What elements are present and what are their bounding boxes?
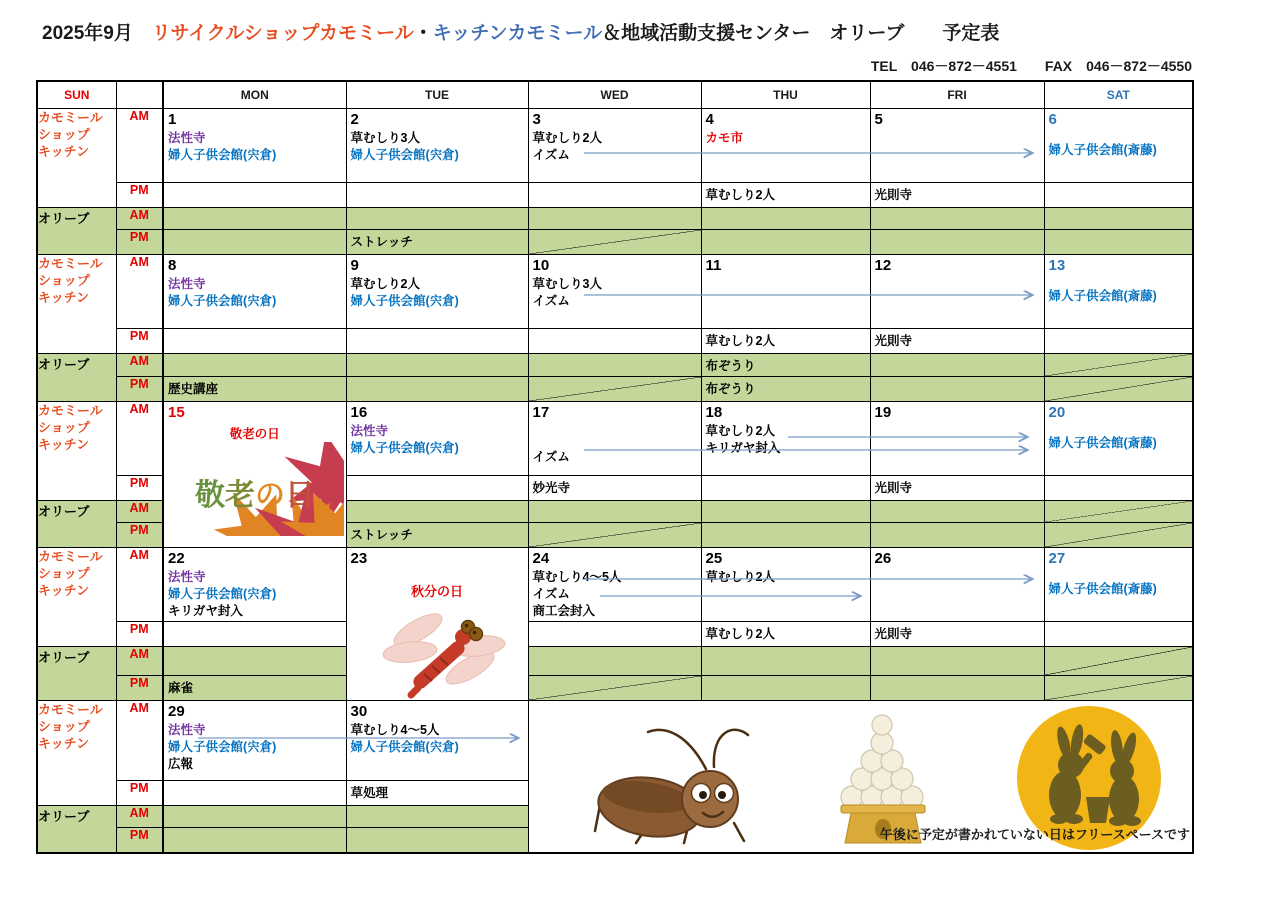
week2-olive-pm-row	[37, 377, 1193, 402]
week2-olive-am-row	[37, 354, 1193, 377]
day-cell-sep26: 26	[870, 548, 1044, 622]
event: 商工会封入	[532, 604, 596, 618]
row-label-chamomile: カモミール ショップ キッチン	[37, 109, 116, 208]
day-cell-sep25: 25 草むしり2人	[701, 548, 870, 622]
am-label: AM	[116, 354, 163, 377]
header-tue: TUE	[346, 81, 528, 109]
day-cell	[346, 183, 528, 208]
event: 婦人子供会館(宍倉)	[168, 294, 277, 308]
olive-cell	[346, 354, 528, 377]
event: 法性寺	[168, 570, 206, 584]
day-cell-sep13: 13 婦人子供会館(斎藤)	[1044, 255, 1193, 329]
day-cell-sep18: 18 草むしり2人 キリガヤ封入	[701, 402, 870, 476]
pm-label: PM	[116, 676, 163, 701]
holiday-label: 秋分の日	[410, 584, 463, 599]
day-cell-sep9: 9 草むしり2人 婦人子供会館(宍倉)	[346, 255, 528, 329]
day-cell	[1044, 476, 1193, 501]
event: 婦人子供会館(宍倉)	[168, 148, 277, 162]
crossed-out-marker	[529, 523, 701, 547]
day-cell-sep1: 1 法性寺 婦人子供会館(宍倉)	[163, 109, 346, 183]
event: 草むしり3人	[350, 131, 420, 145]
crossed-out-marker	[1045, 523, 1193, 547]
week4-chamomile-am-row	[37, 548, 1193, 622]
week4-olive-am-row	[37, 647, 1193, 676]
day-cell	[528, 329, 701, 354]
event: 婦人子供会館(宍倉)	[350, 294, 459, 308]
event: 草むしり4～5人	[350, 723, 440, 737]
day-cell-sep6: 6 婦人子供会館(斎藤)	[1044, 109, 1193, 183]
olive-cell	[163, 230, 346, 255]
crossed-out-marker	[1045, 377, 1193, 401]
day-cell	[701, 329, 870, 354]
olive-cell	[163, 647, 346, 676]
event: 草むしり2人	[532, 131, 602, 145]
am-label: AM	[116, 647, 163, 676]
day-cell	[163, 329, 346, 354]
event: 婦人子供会館(宍倉)	[350, 740, 459, 754]
day-cell-sep5: 5	[870, 109, 1044, 183]
olive-cell-closed	[1044, 523, 1193, 548]
day-cell-sep22: 22 法性寺 婦人子供会館(宍倉) キリガヤ封入	[163, 548, 346, 622]
event: イズム	[532, 587, 570, 601]
crossed-out-marker	[529, 676, 701, 700]
row-label-chamomile: カモミール ショップ キッチン	[37, 402, 116, 501]
am-label: AM	[116, 208, 163, 230]
day-cell	[528, 622, 701, 647]
event: 婦人子供会館(宍倉)	[350, 441, 459, 455]
week2-chamomile-am-row	[37, 255, 1193, 329]
am-label: AM	[116, 402, 163, 476]
event: 草むしり2人	[705, 570, 775, 584]
olive-cell	[1044, 208, 1193, 230]
olive-cell	[701, 377, 870, 402]
day-cell	[701, 622, 870, 647]
page-title	[42, 18, 999, 45]
olive-cell	[870, 523, 1044, 548]
event: ストレッチ	[350, 528, 413, 542]
cricket-icon	[584, 717, 774, 847]
footer-note: 午後に予定が書かれていない日はフリースペースです	[879, 827, 1190, 842]
week1-olive-pm-row	[37, 230, 1193, 255]
am-label: AM	[116, 806, 163, 828]
olive-cell	[701, 676, 870, 701]
day-cell	[870, 622, 1044, 647]
row-label-chamomile: カモミール ショップ キッチン	[37, 701, 116, 806]
header-wed: WED	[528, 81, 701, 109]
day-cell-sep10: 10 草むしり3人 イズム	[528, 255, 701, 329]
pm-label: PM	[116, 183, 163, 208]
event: 婦人子供会館(斎藤)	[1048, 582, 1157, 596]
olive-cell	[701, 647, 870, 676]
day-cell	[870, 329, 1044, 354]
olive-cell	[701, 230, 870, 255]
olive-cell	[870, 208, 1044, 230]
event: 草むしり2人	[705, 334, 775, 348]
day-cell-sep11: 11	[701, 255, 870, 329]
olive-cell	[163, 806, 346, 828]
row-label-olive: オリーブ	[37, 806, 116, 854]
event: 光則寺	[874, 481, 913, 495]
event: キリガヤ封入	[168, 604, 243, 618]
day-cell	[528, 476, 701, 501]
olive-cell	[870, 377, 1044, 402]
event: 麻雀	[168, 681, 194, 695]
holiday-cell-sep23: 23 秋分の日	[346, 548, 528, 701]
olive-cell	[346, 230, 528, 255]
day-cell-sep27: 27 婦人子供会館(斎藤)	[1044, 548, 1193, 622]
day-cell	[1044, 622, 1193, 647]
row-label-olive: オリーブ	[37, 647, 116, 701]
event: 草処理	[350, 786, 389, 800]
event: 広報	[168, 757, 194, 771]
day-cell-sep30: 30 草むしり4～5人 婦人子供会館(宍倉)	[346, 701, 528, 781]
week1-chamomile-am-row	[37, 109, 1193, 183]
olive-cell-closed	[1044, 377, 1193, 402]
day-cell-sep19: 19	[870, 402, 1044, 476]
crossed-out-marker	[529, 377, 701, 401]
row-label-olive: オリーブ	[37, 354, 116, 402]
event: 婦人子供会館(宍倉)	[168, 587, 277, 601]
olive-cell-closed	[1044, 647, 1193, 676]
title-kitchen-name: キッチンカモミール	[432, 23, 603, 44]
day-cell-sep29: 29 法性寺 婦人子供会館(宍倉) 広報	[163, 701, 346, 781]
header-blank	[116, 81, 163, 109]
olive-cell	[163, 676, 346, 701]
olive-cell	[701, 523, 870, 548]
event: カモ市	[705, 131, 744, 145]
pm-label: PM	[116, 622, 163, 647]
event: イズム	[532, 148, 570, 162]
day-cell	[346, 329, 528, 354]
day-cell	[1044, 329, 1193, 354]
title-rest: ＆地域活動支援センター オリーブ 予定表	[602, 23, 1000, 44]
pm-label: PM	[116, 476, 163, 501]
event: 布ぞうり	[705, 359, 756, 373]
am-label: AM	[116, 548, 163, 622]
olive-cell-closed	[1044, 354, 1193, 377]
day-cell-sep17: 17 イズム	[528, 402, 701, 476]
event: 草むしり4～5人	[532, 570, 622, 584]
week1-olive-am-row	[37, 208, 1193, 230]
keiro-no-hi-art	[166, 442, 344, 536]
pm-label: PM	[116, 377, 163, 402]
dragonfly-illustration	[362, 600, 512, 700]
row-label-chamomile: カモミール ショップ キッチン	[37, 255, 116, 354]
holiday-cell-sep15: 15 敬老の日 敬老の日	[163, 402, 346, 548]
crossed-out-marker	[1045, 501, 1193, 522]
event: 光則寺	[874, 188, 913, 202]
header-fri: FRI	[870, 81, 1044, 109]
olive-cell	[870, 676, 1044, 701]
am-label: AM	[116, 701, 163, 781]
crossed-out-marker	[1045, 676, 1193, 700]
event: 婦人子供会館(宍倉)	[168, 740, 277, 754]
olive-cell	[163, 828, 346, 854]
olive-cell	[528, 208, 701, 230]
olive-cell-closed	[1044, 501, 1193, 523]
day-cell-sep12: 12	[870, 255, 1044, 329]
row-label-chamomile: カモミール ショップ キッチン	[37, 548, 116, 647]
event: 光則寺	[874, 627, 913, 641]
crossed-out-marker	[529, 230, 701, 254]
olive-cell	[346, 377, 528, 402]
day-cell	[163, 183, 346, 208]
event: 婦人子供会館(斎藤)	[1048, 289, 1157, 303]
event: 妙光寺	[532, 481, 571, 495]
day-cell	[163, 781, 346, 806]
olive-cell	[870, 501, 1044, 523]
event: 法性寺	[350, 424, 389, 438]
olive-cell	[701, 501, 870, 523]
day-cell-sep24: 24 草むしり4～5人 イズム 商工会封入	[528, 548, 701, 622]
day-cell	[346, 781, 528, 806]
event: イズム	[532, 450, 570, 464]
schedule-table	[36, 80, 1194, 854]
day-cell	[346, 476, 528, 501]
event: キリガヤ封入	[705, 441, 781, 455]
event: イズム	[532, 294, 570, 308]
week3-chamomile-am-row	[37, 402, 1193, 476]
row-label-olive: オリーブ	[37, 501, 116, 548]
event: 草むしり3人	[532, 277, 602, 291]
olive-cell-closed	[1044, 676, 1193, 701]
day-cell-sep4: 4 カモ市	[701, 109, 870, 183]
day-cell-sep3: 3 草むしり2人 イズム	[528, 109, 701, 183]
header-sun: SUN	[37, 81, 116, 109]
olive-cell	[163, 354, 346, 377]
event: 婦人子供会館(斎藤)	[1048, 436, 1157, 450]
week2-chamomile-pm-row	[37, 329, 1193, 354]
title-month: 2025年9月	[42, 23, 133, 44]
day-cell-sep16: 16 法性寺 婦人子供会館(宍倉)	[346, 402, 528, 476]
week4-olive-pm-row	[37, 676, 1193, 701]
olive-cell	[701, 208, 870, 230]
day-cell-sep20: 20 婦人子供会館(斎藤)	[1044, 402, 1193, 476]
event: 光則寺	[874, 334, 913, 348]
olive-cell	[870, 230, 1044, 255]
day-cell-sep2: 2 草むしり3人 婦人子供会館(宍倉)	[346, 109, 528, 183]
weekday-header-row	[37, 81, 1193, 109]
olive-cell	[528, 647, 701, 676]
day-cell	[1044, 183, 1193, 208]
event: 法性寺	[168, 277, 206, 291]
olive-cell	[346, 208, 528, 230]
svg-text:敬老の日: 敬老の日	[194, 479, 315, 512]
event: 布ぞうり	[705, 382, 756, 396]
am-label: AM	[116, 501, 163, 523]
olive-cell	[163, 377, 346, 402]
olive-cell	[346, 806, 528, 828]
pm-label: PM	[116, 329, 163, 354]
event: 法性寺	[168, 131, 206, 145]
olive-cell	[870, 354, 1044, 377]
olive-cell	[870, 647, 1044, 676]
header-mon: MON	[163, 81, 346, 109]
olive-cell	[528, 501, 701, 523]
olive-cell	[346, 828, 528, 854]
event: 草むしり2人	[705, 424, 775, 438]
title-shop-name: リサイクルショップカモミール	[151, 23, 414, 44]
day-cell	[870, 476, 1044, 501]
olive-cell	[346, 501, 528, 523]
olive-cell	[701, 354, 870, 377]
pm-label: PM	[116, 828, 163, 854]
day-cell	[870, 183, 1044, 208]
olive-cell-closed	[528, 230, 701, 255]
week5-chamomile-am-row	[37, 701, 1193, 781]
pm-label: PM	[116, 523, 163, 548]
week1-chamomile-pm-row	[37, 183, 1193, 208]
day-cell	[701, 476, 870, 501]
olive-cell	[346, 523, 528, 548]
day-cell	[163, 622, 346, 647]
olive-cell	[528, 354, 701, 377]
am-label: AM	[116, 255, 163, 329]
crossed-out-marker	[1045, 647, 1193, 675]
olive-cell-closed	[528, 523, 701, 548]
day-cell-sep8: 8 法性寺 婦人子供会館(宍倉)	[163, 255, 346, 329]
header-sat: SAT	[1044, 81, 1193, 109]
am-label: AM	[116, 109, 163, 183]
olive-cell	[1044, 230, 1193, 255]
event: 歴史講座	[168, 382, 219, 396]
holiday-label: 敬老の日	[229, 427, 280, 441]
event: 婦人子供会館(宍倉)	[350, 148, 459, 162]
row-label-olive: オリーブ	[37, 208, 116, 255]
event: 草むしり2人	[705, 188, 775, 202]
week4-chamomile-pm-row	[37, 622, 1193, 647]
crossed-out-marker	[1045, 354, 1193, 376]
pm-label: PM	[116, 781, 163, 806]
olive-cell-closed	[528, 676, 701, 701]
event: ストレッチ	[350, 235, 413, 249]
event: 婦人子供会館(斎藤)	[1048, 143, 1157, 157]
event: 草むしり2人	[350, 277, 420, 291]
pm-label: PM	[116, 230, 163, 255]
tel-fax-line: TEL 046－872－4551 FAX 046－872－4550	[870, 58, 1192, 74]
olive-cell-closed	[528, 377, 701, 402]
event: 法性寺	[168, 723, 206, 737]
title-separator: ・	[413, 23, 433, 44]
day-cell	[528, 183, 701, 208]
olive-cell	[163, 208, 346, 230]
day-cell	[701, 183, 870, 208]
header-thu: THU	[701, 81, 870, 109]
event: 草むしり2人	[705, 627, 775, 641]
